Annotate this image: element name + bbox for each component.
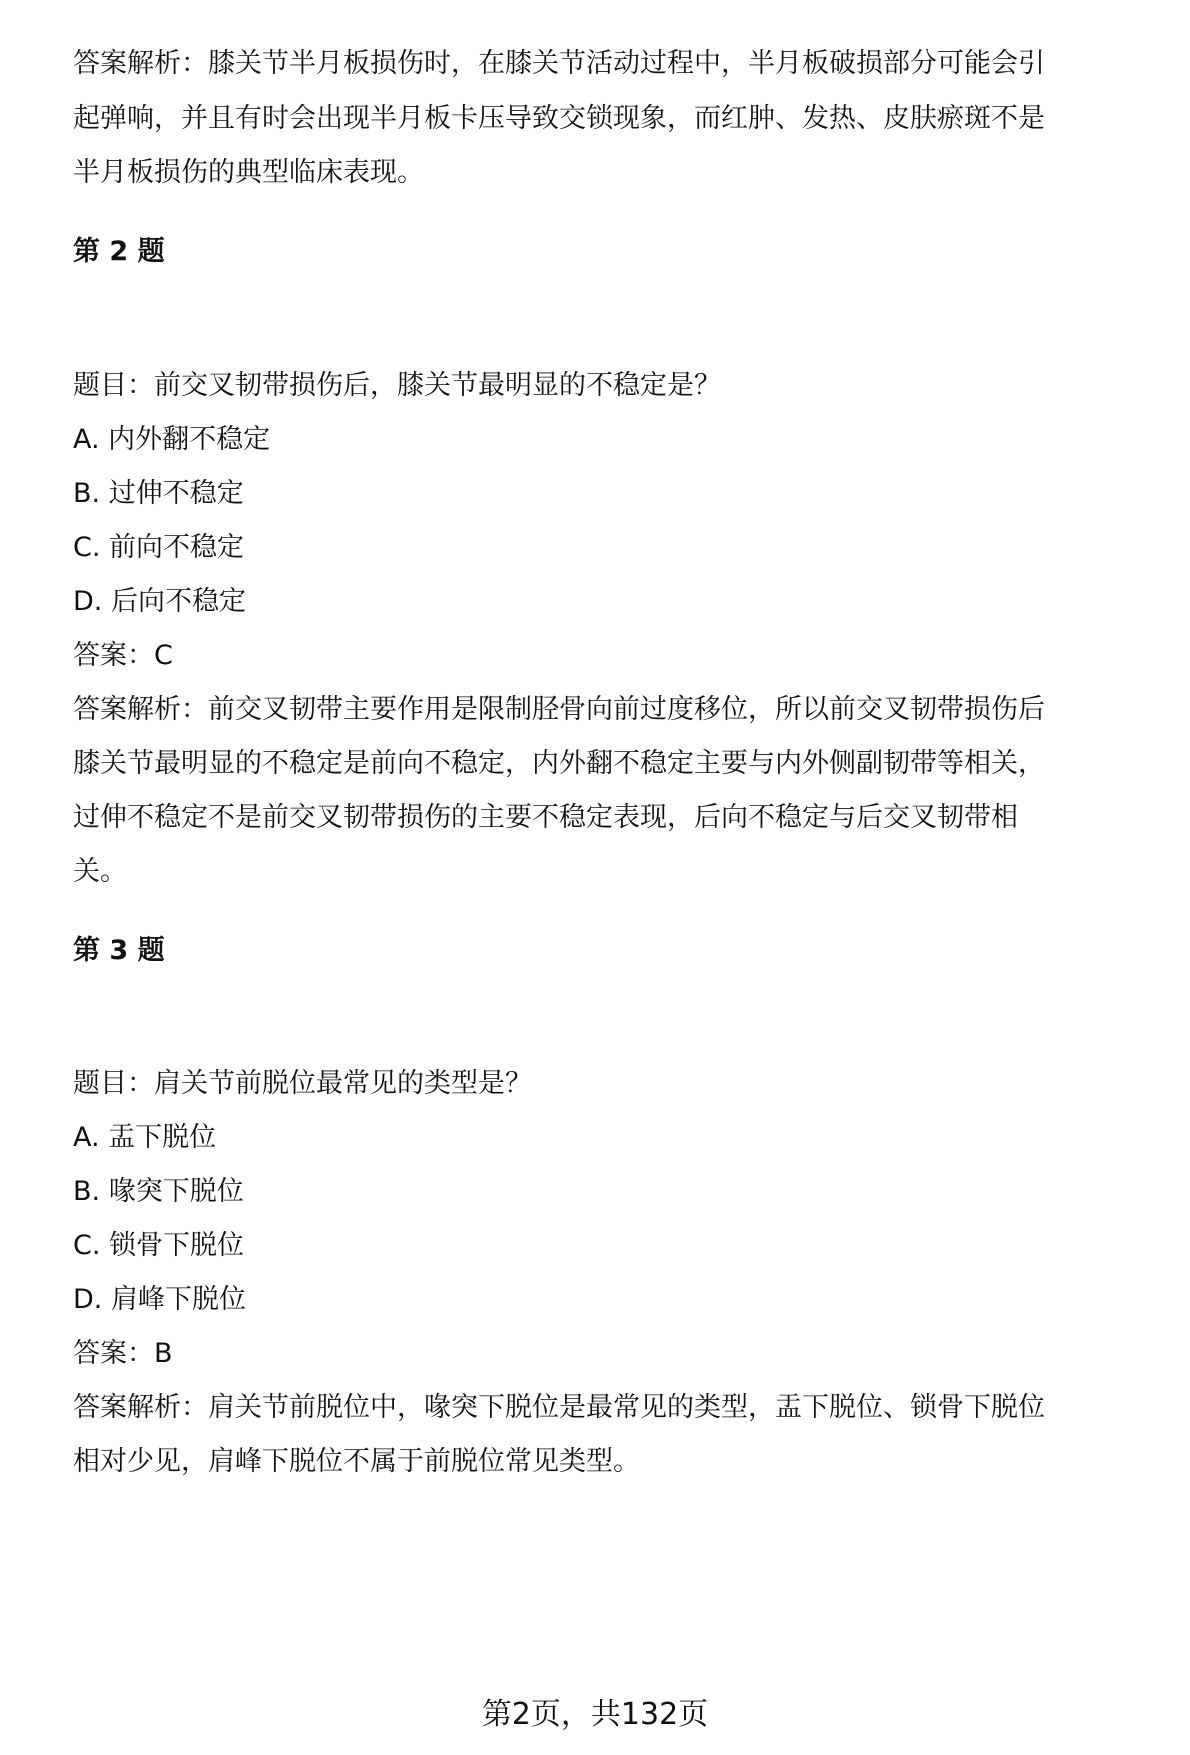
- explanation-line: 半月板损伤的典型临床表现。: [73, 157, 424, 188]
- question-2-option-c: C. 前向不稳定: [73, 532, 245, 563]
- explanation-line: 起弹响，并且有时会出现半月板卡压导致交锁现象，而红肿、发热、皮肤瘀斑不是: [73, 103, 1045, 134]
- question-2-option-b: B. 过伸不稳定: [73, 478, 244, 509]
- question-2-option-a: A. 内外翻不稳定: [73, 424, 271, 455]
- explanation-line: 答案解析：膝关节半月板损伤时，在膝关节活动过程中，半月板破损部分可能会引: [73, 48, 1045, 79]
- question-2-explanation-line: 过伸不稳定不是前交叉韧带损伤的主要不稳定表现，后向不稳定与后交叉韧带相: [73, 802, 1018, 833]
- question-3-explanation-line: 相对少见，肩峰下脱位不属于前脱位常见类型。: [73, 1446, 640, 1477]
- question-3-option-c: C. 锁骨下脱位: [73, 1230, 245, 1261]
- question-3-explanation-line: 答案解析：肩关节前脱位中，喙突下脱位是最常见的类型，盂下脱位、锁骨下脱位: [73, 1392, 1045, 1423]
- question-2-explanation-line: 膝关节最明显的不稳定是前向不稳定，内外翻不稳定主要与内外侧副韧带等相关，: [73, 748, 1045, 779]
- question-3-heading: 第 3 题: [73, 935, 165, 966]
- question-2-heading: 第 2 题: [73, 236, 165, 267]
- question-3-option-b: B. 喙突下脱位: [73, 1176, 244, 1207]
- question-3-answer: 答案：B: [73, 1338, 173, 1369]
- page-number-footer: 第2页，共132页: [481, 1697, 709, 1732]
- question-2-text: 题目：前交叉韧带损伤后，膝关节最明显的不稳定是？: [73, 370, 721, 401]
- question-3-text: 题目：肩关节前脱位最常见的类型是？: [73, 1068, 532, 1099]
- question-3-option-a: A. 盂下脱位: [73, 1122, 217, 1153]
- question-2-option-d: D. 后向不稳定: [73, 586, 246, 617]
- question-3-option-d: D. 肩峰下脱位: [73, 1284, 246, 1315]
- question-2-explanation-line: 关。: [73, 856, 127, 887]
- question-2-explanation-line: 答案解析：前交叉韧带主要作用是限制胫骨向前过度移位，所以前交叉韧带损伤后: [73, 694, 1045, 725]
- question-2-answer: 答案：C: [73, 640, 173, 671]
